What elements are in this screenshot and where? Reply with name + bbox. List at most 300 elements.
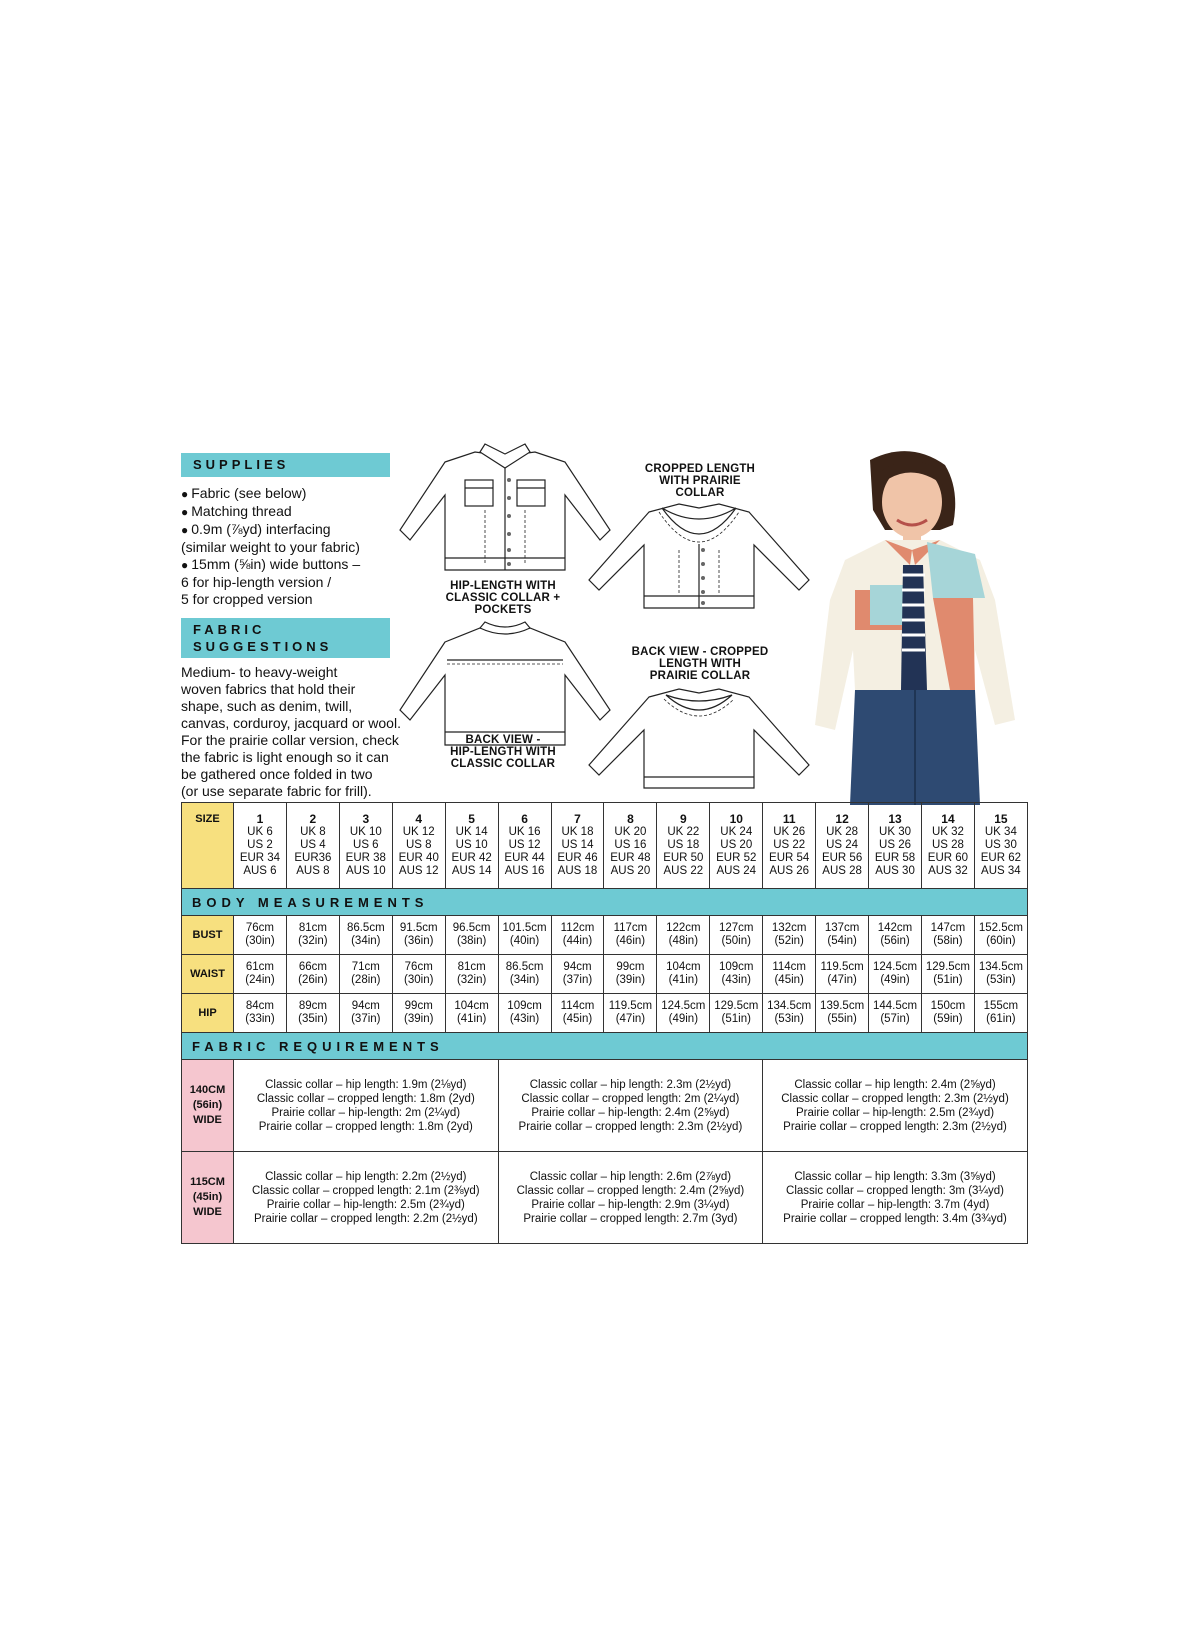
- measurement-in: (36in): [404, 935, 434, 947]
- measurement-in: (26in): [298, 974, 328, 986]
- fabric-suggestions-line: woven fabrics that hold their: [181, 681, 356, 697]
- size-n: 8: [627, 812, 634, 826]
- waist-row: [182, 955, 1028, 994]
- fabric-suggestions-line: shape, such as denim, twill,: [181, 698, 353, 714]
- fabric-requirement-line: Prairie collar – hip-length: 2m (2¼yd): [271, 1106, 461, 1119]
- measurement-cell: [286, 916, 339, 955]
- measurement-in: (45in): [562, 1013, 593, 1025]
- measurement-cell: [498, 916, 551, 955]
- fabric-requirements-heading-row: [182, 1033, 1028, 1060]
- fabric-row-115: [182, 1152, 1028, 1244]
- fabric-width-label: [182, 1060, 234, 1152]
- measurement-cm: 76cm: [404, 961, 433, 973]
- size-n: 3: [362, 812, 370, 826]
- measurement-cm: 86.5cm: [346, 922, 385, 934]
- measurement-cell: [234, 955, 287, 994]
- fabric-requirement-cell: [498, 1060, 763, 1152]
- measurement-in: (34in): [509, 974, 540, 986]
- measurement-cm: 142cm: [877, 922, 913, 934]
- size-us: US 16: [614, 839, 647, 851]
- measurement-cm: 71cm: [351, 961, 380, 973]
- measurement-cell: [974, 955, 1027, 994]
- size-n: 14: [941, 812, 955, 826]
- measurement-cell: [445, 994, 498, 1033]
- measurement-in: (52in): [774, 935, 804, 947]
- size-eur: EUR36: [294, 852, 332, 864]
- fabric-requirement-cell: [763, 1060, 1028, 1152]
- size-us: US 2: [247, 839, 273, 851]
- size-eur: EUR 56: [821, 852, 863, 864]
- measurement-in: (39in): [404, 1013, 434, 1025]
- size-chart-table: [181, 802, 1028, 1244]
- measurement-cm: 91.5cm: [399, 922, 438, 934]
- measurement-in: (45in): [774, 974, 804, 986]
- measurement-cell: [763, 994, 816, 1033]
- measurement-in: (47in): [615, 1013, 646, 1025]
- fabric-suggestions-line: the fabric is light enough so it can: [181, 749, 389, 765]
- fabric-suggestions-line: be gathered once folded in two: [181, 766, 373, 782]
- fabric-requirement-line: Prairie collar – hip-length: 2.5m (2¾yd): [795, 1106, 995, 1119]
- measurement-cm: 66cm: [298, 961, 327, 973]
- measurement-cm: 114cm: [560, 1000, 595, 1012]
- size-n: 5: [468, 812, 475, 826]
- fabric-width-line: (45in): [192, 1191, 223, 1203]
- hip-row: [182, 994, 1028, 1033]
- measurement-cm: 150cm: [930, 1000, 966, 1012]
- fabric-requirement-line: Prairie collar – hip-length: 2.9m (3¼yd): [531, 1198, 730, 1211]
- size-row: [182, 803, 1028, 889]
- supplies-item: (similar weight to your fabric): [181, 539, 360, 555]
- size-cell: [339, 803, 392, 889]
- measurement-cell: [710, 955, 763, 994]
- measurement-in: (43in): [721, 974, 751, 986]
- fabric-requirement-line: Classic collar – cropped length: 1.8m (2yd): [256, 1092, 475, 1105]
- size-cell: [604, 803, 657, 889]
- size-cell: [921, 803, 974, 889]
- measurement-in: (55in): [827, 1013, 857, 1025]
- size-n: 15: [994, 812, 1008, 826]
- size-uk: UK 34: [984, 826, 1017, 838]
- size-aus: AUS 14: [451, 865, 492, 877]
- measurement-cell: [816, 994, 869, 1033]
- measurement-cell: [498, 955, 551, 994]
- size-us: US 30: [984, 839, 1017, 851]
- measurement-cell: [921, 955, 974, 994]
- measurement-in: (32in): [456, 974, 487, 986]
- size-us: US 18: [667, 839, 700, 851]
- measurement-cell: [657, 994, 710, 1033]
- measurement-in: (53in): [774, 1013, 804, 1025]
- measurement-cm: 144.5cm: [872, 1000, 918, 1012]
- measurement-cm: 127cm: [718, 922, 754, 934]
- size-uk: UK 26: [773, 826, 806, 838]
- fabric-requirement-line: Prairie collar – cropped length: 1.8m (2yd): [258, 1120, 473, 1133]
- measurement-cell: [392, 955, 445, 994]
- size-aus: AUS 20: [610, 865, 651, 877]
- size-us: US 20: [720, 839, 753, 851]
- measurement-cell: [869, 955, 922, 994]
- measurement-cm: 129.5cm: [714, 1000, 759, 1012]
- fabric-requirement-cell: [234, 1152, 499, 1244]
- measurement-cell: [816, 916, 869, 955]
- measurement-in: (30in): [245, 935, 275, 947]
- measurement-cm: 109cm: [718, 961, 754, 973]
- measurement-cm: 81cm: [457, 961, 486, 973]
- fabric-requirement-line: Classic collar – cropped length: 2m (2¼yd): [521, 1092, 740, 1105]
- label-line: CLASSIC COLLAR: [450, 758, 556, 770]
- measurement-cell: [551, 955, 604, 994]
- size-us: US 26: [879, 839, 911, 851]
- fabric-width-line: 140CM: [189, 1084, 226, 1096]
- fabric-requirement-line: Prairie collar – cropped length: 2.7m (3yd): [523, 1212, 738, 1225]
- size-cell: [234, 803, 287, 889]
- measurement-cm: 124.5cm: [661, 1000, 706, 1012]
- label-line: LENGTH WITH: [658, 658, 742, 670]
- size-eur: EUR 60: [927, 852, 969, 864]
- size-eur: EUR 54: [769, 852, 810, 864]
- size-eur: EUR 62: [980, 852, 1021, 864]
- fabric-requirement-line: Prairie collar – hip-length: 3.7m (4yd): [800, 1198, 990, 1211]
- size-aus: AUS 8: [296, 865, 330, 877]
- measurement-cm: 101.5cm: [502, 922, 547, 934]
- measurement-cell: [974, 916, 1027, 955]
- measurement-cm: 139.5cm: [820, 1000, 865, 1012]
- fabric-requirement-line: Prairie collar – hip-length: 2.5m (2¾yd): [266, 1198, 465, 1211]
- measurement-in: (51in): [933, 974, 963, 986]
- measurement-cm: 129.5cm: [925, 961, 970, 973]
- measurement-cell: [392, 916, 445, 955]
- size-uk: UK 10: [349, 826, 382, 838]
- measurement-in: (41in): [456, 1013, 487, 1025]
- size-aus: AUS 24: [716, 865, 757, 877]
- measurement-cm: 122cm: [666, 922, 701, 934]
- size-n: 11: [782, 812, 796, 826]
- supplies-item: ● Matching thread: [181, 503, 360, 521]
- measurement-in: (40in): [509, 935, 540, 947]
- measurement-cell: [286, 994, 339, 1033]
- measurement-cell: [551, 916, 604, 955]
- size-n: 9: [679, 812, 687, 826]
- fabric-width-line: (56in): [192, 1099, 223, 1111]
- measurement-in: (37in): [351, 1013, 381, 1025]
- measurement-cm: 99cm: [616, 961, 645, 973]
- fabric-requirement-line: Prairie collar – cropped length: 2.3m (2½yd): [518, 1120, 743, 1133]
- size-eur: EUR 52: [716, 852, 757, 864]
- measurement-cm: 119.5cm: [820, 961, 864, 973]
- model-photo: [815, 450, 1030, 805]
- size-aus: AUS 12: [398, 865, 439, 877]
- label-line: BACK VIEW -: [465, 734, 541, 746]
- fabric-requirement-line: Classic collar – cropped length: 2.4m (2⅝yd): [516, 1184, 745, 1197]
- size-uk: UK 12: [402, 826, 435, 838]
- label-line: HIP-LENGTH WITH: [450, 580, 556, 592]
- fabric-requirement-line: Classic collar – hip length: 2.6m (2⅞yd): [529, 1170, 732, 1183]
- size-uk: UK 20: [614, 826, 647, 838]
- size-us: US 28: [931, 839, 964, 851]
- label-line: CROPPED LENGTH: [644, 463, 756, 475]
- measurement-in: (60in): [986, 935, 1016, 947]
- measurement-in: (46in): [615, 935, 646, 947]
- fabric-requirement-line: Classic collar – cropped length: 2.1m (2⅜yd): [252, 1184, 480, 1197]
- size-cell: [657, 803, 710, 889]
- back-hip-label: [428, 734, 578, 770]
- size-cell: [445, 803, 498, 889]
- size-uk: UK 16: [508, 826, 541, 838]
- size-uk: UK 14: [455, 826, 488, 838]
- measurement-cell: [392, 994, 445, 1033]
- fabric-width-line: 115CM: [190, 1176, 225, 1188]
- size-us: US 12: [508, 839, 541, 851]
- supplies-item: 5 for cropped version: [181, 591, 313, 607]
- supplies-list: [181, 485, 360, 608]
- fabric-suggestions-heading: [181, 618, 390, 658]
- size-aus: AUS 30: [875, 865, 915, 877]
- fabric-requirement-line: Prairie collar – cropped length: 2.2m (2½yd): [253, 1212, 478, 1225]
- measurement-in: (39in): [615, 974, 646, 986]
- label-line: CLASSIC COLLAR +: [445, 592, 561, 604]
- measurement-cell: [339, 994, 392, 1033]
- measurement-cm: 132cm: [771, 922, 807, 934]
- measurement-cm: 96.5cm: [452, 922, 491, 934]
- fabric-width-line: WIDE: [193, 1206, 222, 1218]
- size-cell: [286, 803, 339, 889]
- size-uk: UK 30: [879, 826, 911, 838]
- bust-row: [182, 916, 1028, 955]
- size-aus: AUS 18: [557, 865, 598, 877]
- front-hip-label: [428, 580, 578, 616]
- measurement-cm: 109cm: [507, 1000, 542, 1012]
- measurement-in: (57in): [880, 1013, 910, 1025]
- measurement-cell: [286, 955, 339, 994]
- label-line: COLLAR: [675, 487, 725, 499]
- fabric-requirement-cell: [234, 1060, 499, 1152]
- measurement-cm: 76cm: [245, 922, 275, 934]
- size-eur: EUR 40: [398, 852, 439, 864]
- size-uk: UK 32: [931, 826, 964, 838]
- size-uk: UK 24: [720, 826, 753, 838]
- size-us: US 4: [300, 839, 326, 851]
- size-eur: EUR 46: [557, 852, 598, 864]
- measurement-cell: [869, 916, 922, 955]
- measurement-cell: [339, 955, 392, 994]
- size-eur: EUR 58: [874, 852, 916, 864]
- measurement-cm: 134.5cm: [978, 961, 1023, 973]
- measurement-in: (41in): [668, 974, 699, 986]
- measurement-in: (61in): [986, 1013, 1016, 1025]
- body-measurements-heading-row: [182, 889, 1028, 916]
- measurement-cell: [604, 916, 657, 955]
- measurement-cm: 147cm: [930, 922, 966, 934]
- label-line: POCKETS: [474, 604, 532, 616]
- measurement-cell: [710, 916, 763, 955]
- fabric-width-line: WIDE: [193, 1114, 222, 1126]
- measurement-in: (30in): [404, 974, 434, 986]
- size-uk: UK 22: [667, 826, 700, 838]
- fabric-requirement-cell: [498, 1152, 763, 1244]
- measurement-cell: [816, 955, 869, 994]
- size-aus: AUS 32: [928, 865, 968, 877]
- size-eur: EUR 44: [504, 852, 545, 864]
- size-n: 2: [309, 812, 317, 826]
- size-us: US 6: [353, 839, 379, 851]
- fabric-requirement-line: Classic collar – hip length: 1.9m (2⅛yd): [265, 1078, 467, 1091]
- fabric-requirements-heading: FABRIC REQUIREMENTS: [182, 1033, 1028, 1060]
- size-n: 10: [729, 812, 743, 826]
- size-aus: AUS 28: [822, 865, 862, 877]
- size-aus: AUS 22: [663, 865, 704, 877]
- fabric-suggestions-text: [181, 664, 401, 800]
- size-eur: EUR 38: [345, 852, 386, 864]
- size-aus: AUS 26: [769, 865, 809, 877]
- measurement-in: (56in): [880, 935, 910, 947]
- fabric-requirement-line: Classic collar – hip length: 2.2m (2½yd): [265, 1170, 467, 1183]
- measurement-label: WAIST: [182, 955, 234, 994]
- measurement-cm: 86.5cm: [505, 961, 544, 973]
- size-eur: EUR 50: [663, 852, 704, 864]
- fabric-requirement-line: Prairie collar – hip-length: 2.4m (2⅝yd): [531, 1106, 730, 1119]
- measurement-cell: [339, 916, 392, 955]
- measurement-in: (43in): [509, 1013, 540, 1025]
- measurement-in: (44in): [562, 935, 593, 947]
- fabric-suggestions-line: canvas, corduroy, jacquard or wool.: [181, 715, 401, 731]
- size-cell: [498, 803, 551, 889]
- size-cell: [551, 803, 604, 889]
- size-n: 12: [835, 812, 849, 826]
- size-uk: UK 18: [561, 826, 594, 838]
- measurement-cell: [234, 916, 287, 955]
- fabric-suggestions-line: (or use separate fabric for frill).: [181, 783, 372, 799]
- size-label-cell: SIZE: [182, 803, 234, 889]
- size-aus: AUS 16: [504, 865, 545, 877]
- measurement-in: (37in): [562, 974, 593, 986]
- fabric-requirement-line: Classic collar – hip length: 3.3m (3⅝yd): [794, 1170, 996, 1183]
- measurement-label: BUST: [182, 916, 234, 955]
- measurement-cell: [498, 994, 551, 1033]
- measurement-in: (51in): [721, 1013, 751, 1025]
- size-eur: EUR 48: [610, 852, 651, 864]
- fabric-requirement-line: Classic collar – cropped length: 2.3m (2½yd): [781, 1092, 1009, 1105]
- measurement-cell: [763, 955, 816, 994]
- size-n: 13: [888, 812, 902, 826]
- measurement-cm: 124.5cm: [872, 961, 918, 973]
- measurement-cm: 84cm: [245, 1000, 275, 1012]
- measurement-cell: [710, 994, 763, 1033]
- front-cropped-label: [625, 463, 775, 499]
- supplies-item: ● 15mm (⅝in) wide buttons –: [181, 556, 360, 574]
- label-line: WITH PRAIRIE: [659, 475, 741, 487]
- fabric-requirement-line: Classic collar – hip length: 2.4m (2⅝yd): [794, 1078, 996, 1091]
- measurement-in: (59in): [933, 1013, 963, 1025]
- measurement-label: HIP: [182, 994, 234, 1033]
- measurement-cm: 134.5cm: [767, 1000, 812, 1012]
- measurement-in: (49in): [668, 1013, 699, 1025]
- measurement-in: (24in): [245, 974, 275, 986]
- measurement-cm: 104cm: [666, 961, 701, 973]
- size-eur: EUR 34: [239, 852, 281, 864]
- fabric-requirement-line: Prairie collar – cropped length: 2.3m (2½yd): [783, 1120, 1007, 1133]
- measurement-in: (35in): [298, 1013, 328, 1025]
- fabric-suggestions-line: For the prairie collar version, check: [181, 732, 399, 748]
- size-n: 4: [415, 812, 423, 826]
- measurement-in: (32in): [298, 935, 328, 947]
- measurement-cm: 112cm: [560, 922, 595, 934]
- supplies-item: ● Fabric (see below): [181, 485, 360, 503]
- measurement-cell: [869, 994, 922, 1033]
- fabric-requirement-cell: [763, 1152, 1028, 1244]
- measurement-cell: [234, 994, 287, 1033]
- measurement-cell: [921, 994, 974, 1033]
- size-cell: [710, 803, 763, 889]
- measurement-cm: 81cm: [298, 922, 327, 934]
- size-uk: UK 28: [826, 826, 859, 838]
- fabric-suggestions-line: Medium- to heavy-weight: [181, 664, 338, 680]
- size-us: US 24: [826, 839, 859, 851]
- measurement-in: (49in): [880, 974, 910, 986]
- measurement-cell: [657, 916, 710, 955]
- jacket-front-cropped-drawing: [574, 500, 824, 615]
- measurement-cm: 114cm: [772, 961, 807, 973]
- fabric-row-140: [182, 1060, 1028, 1152]
- measurement-cm: 119.5cm: [608, 1000, 653, 1012]
- measurement-in: (28in): [351, 974, 381, 986]
- measurement-cell: [445, 916, 498, 955]
- measurement-in: (47in): [827, 974, 857, 986]
- measurement-in: (50in): [721, 935, 751, 947]
- label-line: BACK VIEW - CROPPED: [631, 646, 769, 658]
- jacket-back-cropped-drawing: [574, 685, 824, 795]
- measurement-in: (33in): [245, 1013, 275, 1025]
- fabric-requirement-line: Classic collar – cropped length: 3m (3¼yd): [786, 1184, 1004, 1197]
- measurement-cm: 137cm: [824, 922, 860, 934]
- measurement-cell: [604, 994, 657, 1033]
- back-cropped-label: [615, 646, 785, 682]
- measurement-cell: [445, 955, 498, 994]
- measurement-cell: [551, 994, 604, 1033]
- measurement-cell: [921, 916, 974, 955]
- supplies-item: 6 for hip-length version /: [181, 574, 332, 590]
- size-us: US 8: [405, 839, 432, 851]
- fabric-requirement-line: Prairie collar – cropped length: 3.4m (3¾yd): [783, 1212, 1007, 1225]
- fabric-suggestions-heading-line2: SUGGESTIONS: [193, 639, 333, 654]
- measurement-in: (34in): [351, 935, 381, 947]
- size-us: US 14: [561, 839, 594, 851]
- fabric-suggestions-heading-line1: FABRIC: [193, 622, 266, 637]
- measurement-in: (54in): [827, 935, 857, 947]
- supplies-item: ● 0.9m (⅞yd) interfacing: [181, 521, 360, 539]
- label-line: PRAIRIE COLLAR: [649, 670, 751, 682]
- measurement-cm: 89cm: [298, 1000, 327, 1012]
- measurement-cm: 155cm: [983, 1000, 1019, 1012]
- measurement-cm: 99cm: [404, 1000, 433, 1012]
- measurement-in: (58in): [933, 935, 963, 947]
- size-aus: AUS 6: [243, 865, 277, 877]
- measurement-cm: 94cm: [351, 1000, 380, 1012]
- size-uk: UK 8: [300, 826, 326, 838]
- size-aus: AUS 10: [345, 865, 386, 877]
- size-cell: [816, 803, 869, 889]
- measurement-cm: 94cm: [563, 961, 592, 973]
- measurement-cm: 117cm: [613, 922, 648, 934]
- measurement-cm: 104cm: [454, 1000, 489, 1012]
- size-us: US 22: [773, 839, 806, 851]
- measurement-cell: [974, 994, 1027, 1033]
- size-aus: AUS 34: [981, 865, 1021, 877]
- measurement-in: (48in): [668, 935, 699, 947]
- label-line: HIP-LENGTH WITH: [450, 746, 556, 758]
- size-eur: EUR 42: [451, 852, 492, 864]
- size-cell: [974, 803, 1027, 889]
- size-us: US 10: [455, 839, 488, 851]
